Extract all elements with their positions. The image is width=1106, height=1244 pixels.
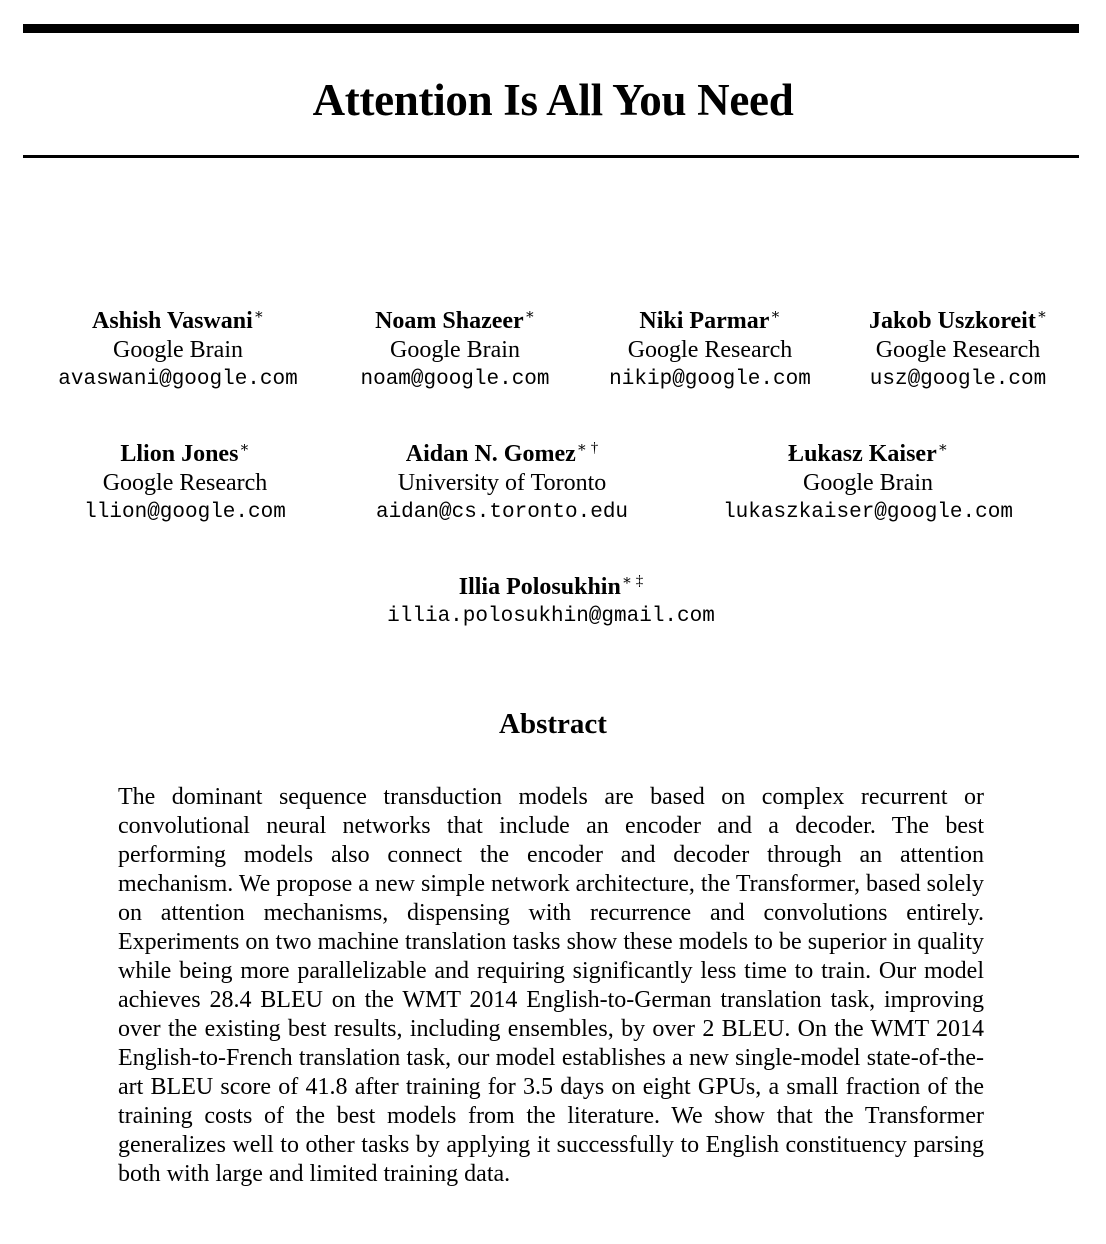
- paper-title: Attention Is All You Need: [312, 75, 794, 125]
- author-affiliation: Google Research: [875, 337, 1041, 363]
- abstract-body: The dominant sequence transduction models are based on complex recurrent or convolutional neural networks that include an encoder and a decoder. The best performing models also connect the encoder and decoder through an attention mechanism. We propose a new simple network architecture, the Transformer, based solely on attention mechanisms, dispensing with recurrence and convolutions entirely. Experiments on two machine translation tasks show these models to be superior in quality while being more parallelizable and requiring significantly less time to train. Our model achieves 28.4 BLEU on the WMT 2014 English-to-German translation task, improving over the existing best results, including ensembles, by over 2 BLEU. On the WMT 2014 English-to-French translation task, our model establishes a new single-model state-of-the-art BLEU score of 41.8 after training for 3.5 days on eight GPUs, a small fraction of the training costs of the best models from the literature. We show that the Transformer generalizes well to other tasks by applying it successfully to English constituency parsing both with large and limited training data.: [118, 784, 984, 1187]
- author-footnote-marks: ∗: [937, 440, 948, 456]
- author-affiliation: Google Brain: [803, 470, 933, 496]
- author-block-parmar: [609, 306, 811, 395]
- author-email: lukaszkaiser@google.com: [723, 501, 1013, 524]
- author-footnote-marks: ∗: [253, 307, 264, 323]
- title-top-rule: [23, 24, 1079, 33]
- author-name: Noam Shazeer: [375, 308, 524, 334]
- author-email: avaswani@google.com: [58, 368, 298, 391]
- author-block-polosukhin: [387, 572, 715, 632]
- author-footnote-marks: ∗: [239, 440, 250, 456]
- author-name: Llion Jones: [120, 441, 239, 467]
- abstract-heading: Abstract: [499, 708, 607, 740]
- author-block-uszkoreit: [869, 306, 1047, 395]
- author-footnote-marks: ∗ †: [576, 440, 599, 456]
- author-block-kaiser: [723, 439, 1013, 528]
- author-email: llion@google.com: [84, 501, 286, 524]
- author-name: Ashish Vaswani: [92, 308, 253, 334]
- author-block-jones: [84, 439, 286, 528]
- author-name: Illia Polosukhin: [458, 574, 621, 600]
- title-bottom-rule: [23, 155, 1079, 158]
- author-footnote-marks: ∗: [524, 307, 535, 323]
- author-affiliation: Google Brain: [390, 337, 520, 363]
- author-affiliation: Google Brain: [113, 337, 243, 363]
- author-email: usz@google.com: [869, 368, 1047, 391]
- author-email: illia.polosukhin@gmail.com: [387, 605, 715, 628]
- author-name: Łukasz Kaiser: [788, 441, 937, 467]
- author-block-gomez: [376, 439, 628, 528]
- author-footnote-marks: ∗: [770, 307, 781, 323]
- author-name: Jakob Uszkoreit: [868, 308, 1036, 334]
- author-affiliation: Google Research: [627, 337, 793, 363]
- author-block-vaswani: [58, 306, 297, 395]
- author-name: Aidan N. Gomez: [405, 441, 576, 467]
- author-affiliation: University of Toronto: [397, 470, 607, 496]
- author-footnote-marks: ∗: [1036, 307, 1048, 323]
- author-email: nikip@google.com: [609, 368, 811, 391]
- author-affiliation: Google Research: [102, 470, 268, 496]
- author-name: Niki Parmar: [639, 308, 770, 334]
- author-footnote-marks: ∗ ‡: [621, 573, 644, 589]
- author-email: aidan@cs.toronto.edu: [375, 501, 629, 524]
- author-block-shazeer: [360, 306, 549, 395]
- author-email: noam@google.com: [360, 368, 550, 391]
